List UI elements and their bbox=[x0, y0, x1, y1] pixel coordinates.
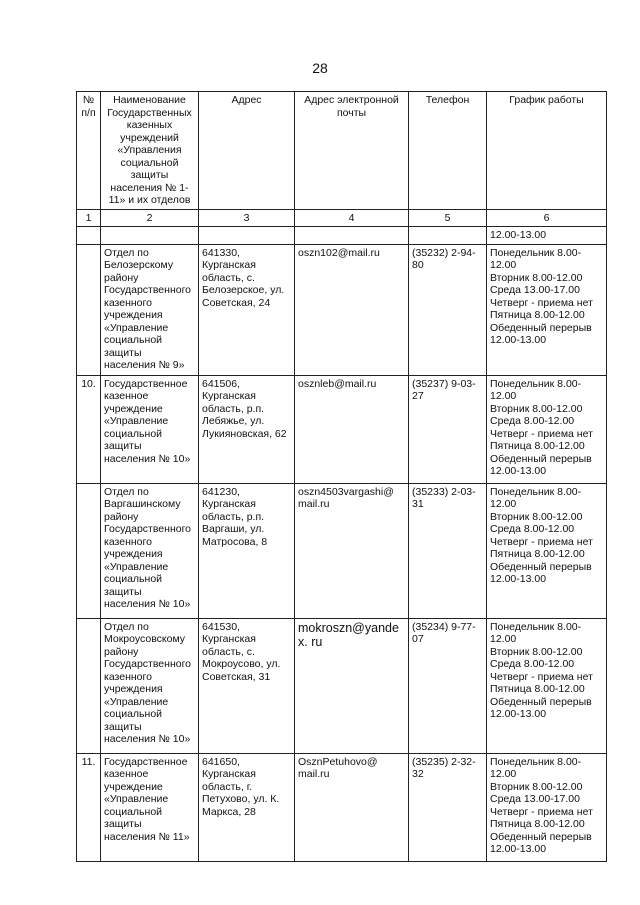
schedule-line: 12.00 bbox=[490, 259, 517, 271]
header-address: Адрес bbox=[199, 92, 295, 210]
header-email: Адрес электронной почты bbox=[295, 92, 409, 210]
cell-address: 641530, Курганская область, с. Мокроусово, ул. Советская, 31 bbox=[199, 618, 295, 753]
cell-name: Отдел по Белозерскому району Государственного казенного учреждения «Управление социальной защиты населения № 9» bbox=[101, 244, 199, 375]
cell-schedule bbox=[487, 244, 607, 375]
schedule-line: Среда 13.00-17.00 bbox=[490, 793, 580, 805]
cell-num: 10. bbox=[77, 375, 101, 483]
cell-email: oszn102@mail.ru bbox=[295, 244, 409, 375]
cell-phone: (35232) 2-94-80 bbox=[409, 244, 487, 375]
schedule-line: Четверг - приема нет bbox=[490, 670, 593, 683]
table-row bbox=[77, 753, 607, 861]
header-num: № п/п bbox=[77, 92, 101, 210]
schedule-line: 12.00-13.00 bbox=[490, 573, 547, 585]
schedule-line: Понедельник 8.00- bbox=[490, 485, 582, 498]
schedule-line: Среда 8.00-12.00 bbox=[490, 658, 575, 670]
table-header-row bbox=[77, 92, 607, 210]
schedule-line: Четверг - приема нет bbox=[490, 427, 593, 440]
schedule-line: 12.00 bbox=[490, 390, 517, 402]
cell-num bbox=[77, 483, 101, 618]
schedule-line: 12.00 bbox=[490, 498, 517, 510]
schedule-line: Обеденный перерыв bbox=[490, 452, 592, 465]
cell-address: 641506, Курганская область, р.п. Лебяжье, ул. Лукияновская, 62 bbox=[199, 375, 295, 483]
cell-email: mokroszn@yande x. ru bbox=[295, 618, 409, 753]
institutions-table bbox=[76, 91, 607, 862]
schedule-line: Четверг - приема нет bbox=[490, 805, 593, 818]
schedule-line: 12.00-13.00 bbox=[490, 229, 547, 241]
column-number: 1 bbox=[77, 209, 101, 227]
cell-schedule bbox=[487, 227, 607, 245]
cell-name bbox=[101, 227, 199, 245]
column-number: 5 bbox=[409, 209, 487, 227]
schedule-line: Понедельник 8.00- bbox=[490, 620, 582, 633]
continuation-row bbox=[77, 227, 607, 245]
cell-name: Отдел по Мокроусовскому району Государственного казенного учреждения «Управление социальной защиты населения № 10» bbox=[101, 618, 199, 753]
schedule-line: Вторник 8.00-12.00 bbox=[490, 402, 583, 415]
schedule-line: Пятница 8.00-12.00 bbox=[490, 683, 585, 695]
cell-address: 641230, Курганская область, р.п. Варгаши, ул. Матросова, 8 bbox=[199, 483, 295, 618]
cell-schedule bbox=[487, 753, 607, 861]
cell-email: OsznPetuhovo@ mail.ru bbox=[295, 753, 409, 861]
schedule-line: Вторник 8.00-12.00 bbox=[490, 780, 583, 793]
cell-schedule bbox=[487, 483, 607, 618]
cell-phone: (35234) 9-77-07 bbox=[409, 618, 487, 753]
cell-name: Отдел по Варгашинскому району Государственного казенного учреждения «Управление социальной защиты населения № 10» bbox=[101, 483, 199, 618]
schedule-line: Вторник 8.00-12.00 bbox=[490, 645, 583, 658]
schedule-line: Среда 8.00-12.00 bbox=[490, 523, 575, 535]
schedule-line: 12.00-13.00 bbox=[490, 708, 547, 720]
schedule-line: Понедельник 8.00- bbox=[490, 755, 582, 768]
schedule-line: 12.00 bbox=[490, 633, 517, 645]
cell-schedule bbox=[487, 618, 607, 753]
schedule-line: 12.00-13.00 bbox=[490, 334, 547, 346]
schedule-line: Понедельник 8.00- bbox=[490, 246, 582, 259]
cell-phone: (35235) 2-32-32 bbox=[409, 753, 487, 861]
schedule-line: Пятница 8.00-12.00 bbox=[490, 309, 585, 321]
cell-address: 641330, Курганская область, с. Белозерское, ул. Советская, 24 bbox=[199, 244, 295, 375]
cell-address: 641650, Курганская область, г. Петухово, ул. К. Маркса, 28 bbox=[199, 753, 295, 861]
schedule-line: 12.00 bbox=[490, 768, 517, 780]
column-number-row bbox=[77, 209, 607, 227]
header-phone: Телефон bbox=[409, 92, 487, 210]
cell-name: Государственное казенное учреждение «Управление социальной защиты населения № 10» bbox=[101, 375, 199, 483]
schedule-line: Вторник 8.00-12.00 bbox=[490, 510, 583, 523]
cell-email bbox=[295, 227, 409, 245]
schedule-line: Обеденный перерыв bbox=[490, 830, 592, 843]
cell-address bbox=[199, 227, 295, 245]
schedule-line: Пятница 8.00-12.00 bbox=[490, 548, 585, 560]
table-row bbox=[77, 618, 607, 753]
header-schedule: График работы bbox=[487, 92, 607, 210]
cell-num bbox=[77, 227, 101, 245]
cell-schedule bbox=[487, 375, 607, 483]
column-number: 4 bbox=[295, 209, 409, 227]
table-row bbox=[77, 375, 607, 483]
schedule-line: 12.00-13.00 bbox=[490, 465, 547, 477]
header-name: Наименование Государственных казенных учреждений «Управления социальной защиты населения № 1-11» и их отделов bbox=[101, 92, 199, 210]
cell-num bbox=[77, 244, 101, 375]
cell-email: osznleb@mail.ru bbox=[295, 375, 409, 483]
schedule-line: Обеденный перерыв bbox=[490, 321, 592, 334]
schedule-line: Понедельник 8.00- bbox=[490, 377, 582, 390]
cell-num bbox=[77, 618, 101, 753]
cell-email: oszn4503vargashi@ mail.ru bbox=[295, 483, 409, 618]
cell-phone bbox=[409, 227, 487, 245]
table-row bbox=[77, 483, 607, 618]
column-number: 2 bbox=[101, 209, 199, 227]
cell-num: 11. bbox=[77, 753, 101, 861]
schedule-line: Обеденный перерыв bbox=[490, 695, 592, 708]
column-number: 6 bbox=[487, 209, 607, 227]
cell-phone: (35237) 9-03-27 bbox=[409, 375, 487, 483]
schedule-line: Вторник 8.00-12.00 bbox=[490, 271, 583, 284]
schedule-line: Обеденный перерыв bbox=[490, 560, 592, 573]
cell-name: Государственное казенное учреждение «Управление социальной защиты населения № 11» bbox=[101, 753, 199, 861]
page-number: 28 bbox=[312, 60, 328, 76]
column-number: 3 bbox=[199, 209, 295, 227]
schedule-line: Среда 8.00-12.00 bbox=[490, 415, 575, 427]
schedule-line: Четверг - приема нет bbox=[490, 535, 593, 548]
schedule-line: Четверг - приема нет bbox=[490, 296, 593, 309]
schedule-line: Пятница 8.00-12.00 bbox=[490, 818, 585, 830]
schedule-line: Среда 13.00-17.00 bbox=[490, 284, 580, 296]
schedule-line: 12.00-13.00 bbox=[490, 843, 547, 855]
table-row bbox=[77, 244, 607, 375]
schedule-line: Пятница 8.00-12.00 bbox=[490, 440, 585, 452]
cell-phone: (35233) 2-03-31 bbox=[409, 483, 487, 618]
